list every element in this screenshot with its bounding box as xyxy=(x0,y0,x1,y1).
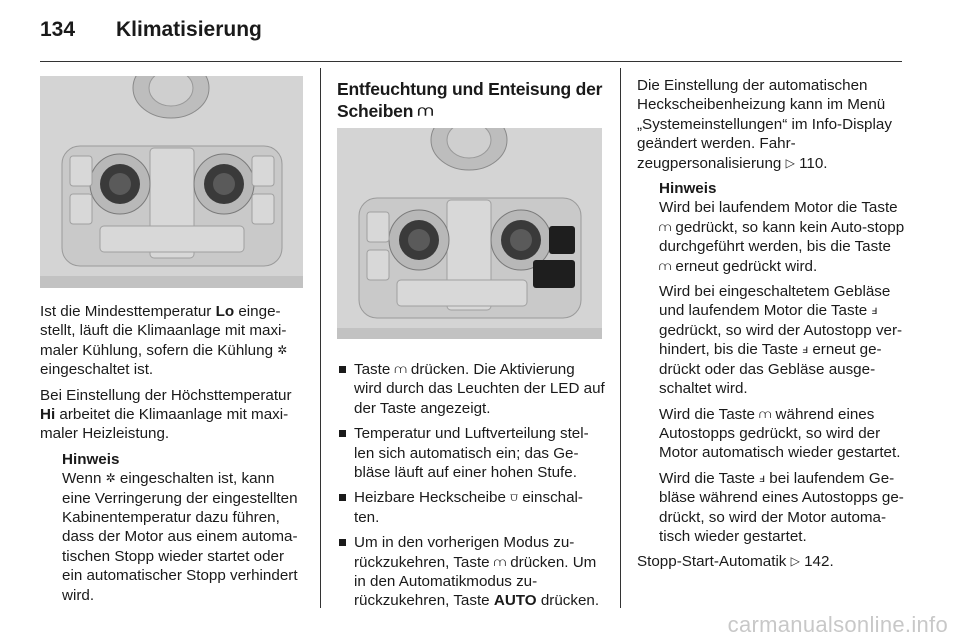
page-reference[interactable]: 110. xyxy=(799,154,828,172)
triangle-right-icon: ▷ xyxy=(785,155,795,170)
column-2 xyxy=(337,360,605,617)
windshield-defrost-icon: ⩋ xyxy=(659,258,672,273)
fan-icon: ⅎ xyxy=(871,303,878,318)
fan-icon: ⅎ xyxy=(802,342,809,357)
note-text: Wenn ✲ eingeschalten ist, kann eine Verringerung der eingestellten Kabinentemperatur dazu führen, dass der Motor aus einem automa-tischen Stopp wieder startet oder ein automatischer Stopp verhindert wird. xyxy=(62,470,298,604)
column-divider-2 xyxy=(620,68,621,608)
column-3 xyxy=(637,76,905,578)
windshield-defrost-icon: ⩋ xyxy=(659,219,672,234)
column-divider-1 xyxy=(320,68,321,608)
page-header xyxy=(40,18,910,52)
windshield-defrost-icon: ⩋ xyxy=(417,103,433,120)
list-item: Um in den vorherigen Modus zu-rückzukehren, Taste ⩋ drücken. Um in den Automatikmodus zu-rückzukehren, Taste AUTO drücken. xyxy=(337,533,605,611)
section-heading: Entfeuchtung und Enteisung der Scheiben ⩋ xyxy=(337,79,603,121)
column-1 xyxy=(40,302,305,605)
windshield-defrost-icon: ⩋ xyxy=(493,554,507,569)
page-reference[interactable]: 142. xyxy=(804,553,834,571)
note-text: Wird die Taste ⩋ während eines Autostopps gedrückt, so wird der Motor automatisch wieder gestartet. xyxy=(659,405,901,462)
fan-icon: ⅎ xyxy=(759,470,766,485)
page-number: 134 xyxy=(40,18,76,41)
list-item: Taste ⩋ drücken. Die Aktivierung wird durch das Leuchten der LED auf der Taste angezeigt. xyxy=(337,360,605,418)
note-text: Wird bei eingeschaltetem Gebläse und laufendem Motor die Taste ⅎ gedrückt, so wird der Autostopp ver-hindert, bis die Taste ⅎ erneut ge-drückt oder das Gebläse ausge-schaltet wird. xyxy=(659,283,903,398)
note-box-1 xyxy=(62,450,305,605)
snowflake-icon: ✲ xyxy=(277,342,288,357)
note-text: Wird die Taste ⅎ bei laufendem Ge-bläse während eines Autostopps ge-drückt, so wird der Motor automa-tisch wieder gestartet. xyxy=(659,469,904,545)
paragraph-lo: Ist die Mindesttemperatur Lo einge-stellt, läuft die Klimaanlage mit maxi-maler Kühlung, sofern die Kühlung ✲ eingeschaltet ist. xyxy=(40,303,288,379)
chapter-title: Klimatisierung xyxy=(116,18,262,41)
note-title: Hinweis xyxy=(62,450,120,468)
triangle-right-icon: ▷ xyxy=(790,554,800,569)
watermark: carmanualsonline.info xyxy=(727,612,948,637)
climate-panel-photo-2 xyxy=(337,128,602,339)
paragraph-settings: Die Einstellung der automatischen Heckscheibenheizung kann im Menü „Systemeinstellungen“ im Info-Display geändert werden. Fahr-zeugpersonalisierung ▷ 110. xyxy=(637,77,892,172)
windshield-defrost-icon: ⩋ xyxy=(394,362,407,376)
note-box-2 xyxy=(659,179,905,546)
snowflake-icon: ✲ xyxy=(105,471,116,486)
note-text: Wird bei laufendem Motor die Taste ⩋ gedrückt, so kann kein Auto-stopp durchgeführt werden, bis die Taste ⩋ erneut gedrückt wird. xyxy=(659,199,905,275)
list-item: Temperatur und Luftverteilung stel-len sich automatisch ein; das Ge-bläse läuft auf einer hohen Stufe. xyxy=(337,424,605,482)
rear-window-heat-icon: ⩌ xyxy=(510,490,518,505)
list-item: Heizbare Heckscheibe ⩌ einschal-ten. xyxy=(337,488,605,527)
note-title: Hinweis xyxy=(659,180,717,198)
paragraph-hi: Bei Einstellung der Höchsttemperatur Hi arbeitet die Klimaanlage mit maxi-maler Heizleistung. xyxy=(40,386,292,443)
windshield-defrost-icon: ⩋ xyxy=(759,406,772,421)
climate-panel-photo-1 xyxy=(40,76,303,288)
paragraph-stopstart: Stopp-Start-Automatik ▷ 142. xyxy=(637,553,834,571)
header-rule xyxy=(40,61,902,62)
